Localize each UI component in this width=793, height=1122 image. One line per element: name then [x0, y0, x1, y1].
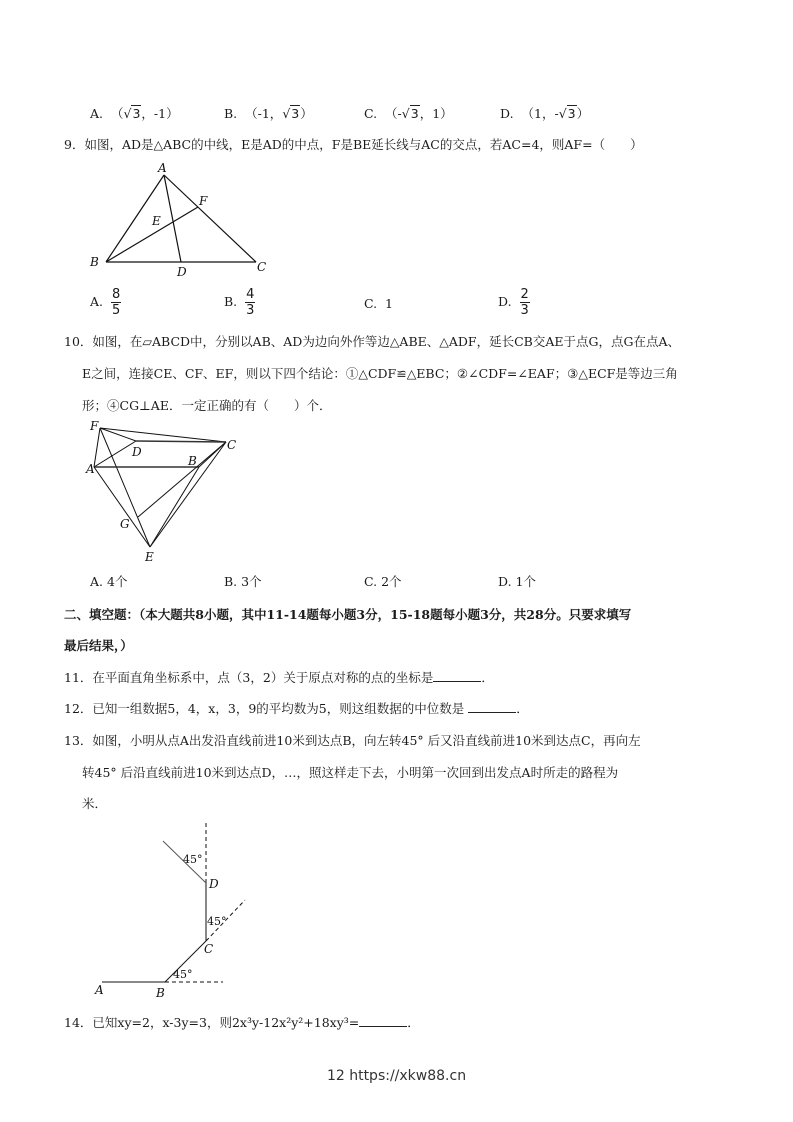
question-13	[64, 731, 641, 749]
q9-option-a: A. $\frac{8}{5}$	[90, 287, 121, 318]
question-number: 14．	[64, 1015, 93, 1030]
question-number: 9．	[64, 137, 85, 152]
label-b: B	[188, 454, 197, 468]
question-text: 已知一组数据5，4，x，3，9的平均数为5，则这组数据的中位数是	[92, 701, 465, 716]
label-g: G	[120, 517, 130, 531]
label-b: B	[156, 986, 165, 1000]
label-d: D	[177, 265, 187, 279]
q10-option-b: B. 3个	[224, 574, 262, 589]
question-14	[64, 1013, 420, 1031]
angle-label-b: 45°	[173, 968, 193, 981]
question-13-line2: 转45° 后沿直线前进10米到达点D，…，照这样走下去，小明第一次回到出发点A时所走的路程为	[82, 765, 619, 780]
q10-option-a: A. 4个	[90, 574, 128, 589]
question-number: 10．	[64, 334, 93, 349]
q8-option-c: C. （-√3，1）	[364, 106, 453, 121]
question-text: 在平面直角坐标系中，点（3，2）关于原点对称的点的坐标是	[92, 670, 434, 685]
section-2-heading: 二、填空题：（本大题共8小题，其中11-14题每小题3分，15-18题每小题3分，共28分。只要求填写	[64, 607, 632, 622]
label-f: F	[199, 194, 208, 208]
q10-parallelogram-figure	[85, 415, 245, 570]
period: ．	[516, 701, 529, 716]
q9-option-c: C. 1	[364, 296, 393, 311]
q10-option-c: C. 2个	[364, 574, 402, 589]
angle-label-c: 45°	[207, 915, 227, 928]
label-a: A	[95, 983, 104, 997]
question-9	[64, 135, 643, 153]
question-12	[64, 699, 529, 717]
label-e: E	[152, 214, 161, 228]
answer-blank[interactable]	[433, 669, 481, 682]
question-13-line3: 米．	[82, 796, 108, 811]
question-text-line1: 如图，小明从点A出发沿直线前进10米到达点B，向左转45° 后又沿直线前进10米到达点C，再向左	[92, 733, 641, 748]
q9-triangle-figure	[85, 158, 285, 283]
question-text: 如图，AD是△ABC的中线，E是AD的中点，F是BE延长线与AC的交点，若AC=4，则AF=（ ）	[84, 137, 643, 152]
period: ．	[481, 670, 494, 685]
question-number: 12．	[64, 701, 93, 716]
label-b: B	[90, 255, 99, 269]
q10-option-d: D. 1个	[498, 574, 536, 589]
label-e: E	[145, 550, 154, 564]
question-10	[64, 332, 680, 350]
period: ．	[407, 1015, 420, 1030]
label-f: F	[90, 419, 99, 433]
question-10-line2: E之间，连接CE、CF、EF，则以下四个结论：①△CDF≌△EBC；②∠CDF=∠EAF；③△ECF是等边三角	[82, 366, 678, 381]
q8-option-a: A. （√3，-1）	[90, 106, 179, 121]
answer-blank[interactable]	[468, 700, 516, 713]
q13-path-figure	[85, 812, 275, 1007]
label-c: C	[257, 260, 267, 274]
question-text-line1: 如图，在▱ABCD中，分别以AB、AD为边向外作等边△ABE、△ADF，延长CB交AE于点G，点G在点A、	[92, 334, 680, 349]
q8-option-d: D. （1，-√3）	[500, 106, 590, 121]
label-a: A	[86, 462, 95, 476]
answer-blank[interactable]	[359, 1014, 407, 1027]
question-11	[64, 668, 494, 686]
label-c: C	[227, 438, 237, 452]
question-text: 已知xy=2，x-3y=3，则2x³y-12x²y²+18xy³=	[92, 1015, 360, 1030]
question-number: 11．	[64, 670, 93, 685]
label-d: D	[132, 445, 142, 459]
label-a: A	[158, 161, 167, 175]
section-2-heading-line2: 最后结果，）	[64, 638, 133, 653]
angle-label-d: 45°	[183, 853, 203, 866]
question-10-line3: 形；④CG⊥AE．一定正确的有（ ）个．	[82, 398, 332, 413]
q8-option-b: B. （-1，√3）	[224, 106, 313, 121]
q9-option-b: B. $\frac{4}{3}$	[224, 287, 255, 318]
label-d: D	[209, 877, 219, 891]
question-number: 13．	[64, 733, 93, 748]
q9-option-d: D. $\frac{2}{3}$	[498, 287, 529, 318]
label-c: C	[204, 942, 214, 956]
page-footer: 12 https://xkw88.cn	[326, 1068, 467, 1084]
